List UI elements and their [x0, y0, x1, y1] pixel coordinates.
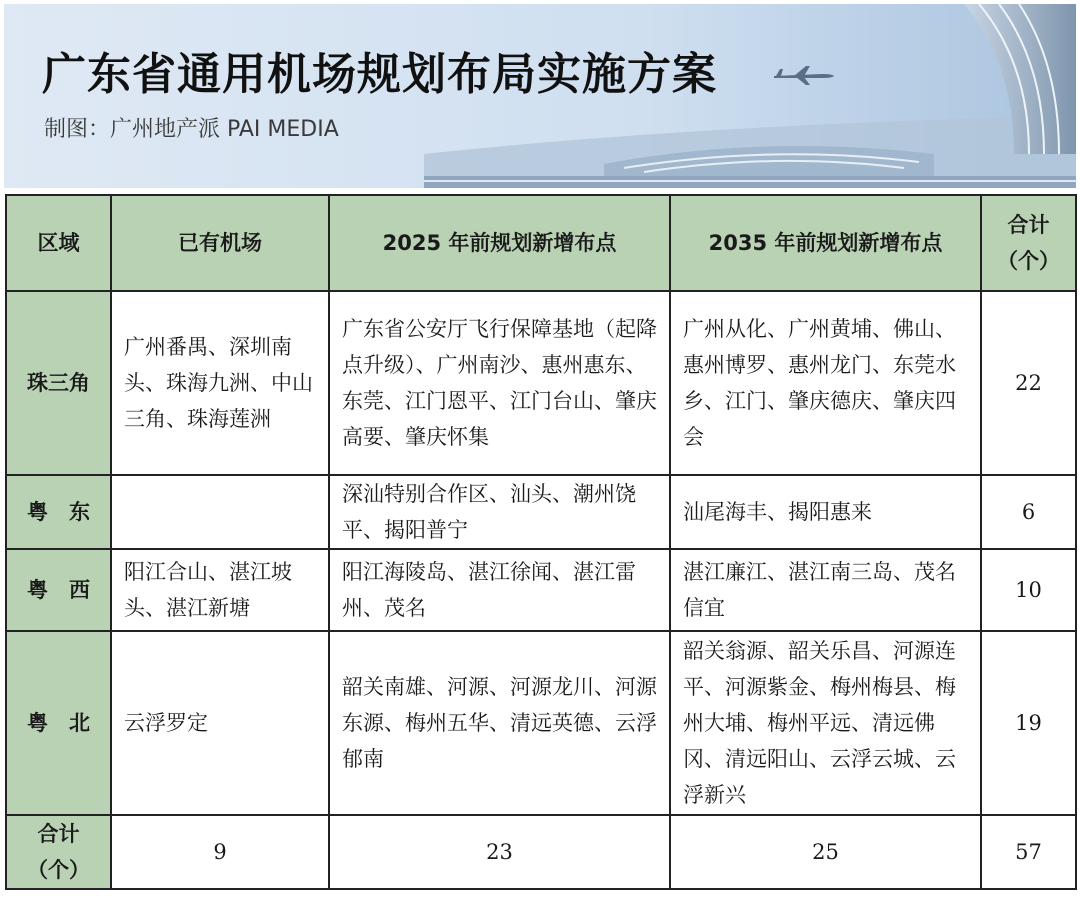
header-total-unit: （个） [997, 249, 1060, 273]
plan-2035-cell: 广州从化、广州黄埔、佛山、惠州博罗、惠州龙门、东莞水乡、江门、肇庆德庆、肇庆四会 [670, 291, 981, 475]
header-existing: 已有机场 [111, 195, 329, 291]
table-summary-row [6, 815, 1076, 889]
region-cell: 粤 北 [6, 631, 111, 815]
existing-cell: 云浮罗定 [111, 631, 329, 815]
summary-plan-2025: 23 [329, 815, 670, 889]
total-cell: 6 [981, 475, 1076, 549]
summary-total: 57 [981, 815, 1076, 889]
header-total [981, 195, 1076, 291]
header-banner [4, 4, 1076, 188]
existing-cell [111, 475, 329, 549]
credit-line: 制图：广州地产派 PAI MEDIA [44, 117, 339, 142]
page-title: 广东省通用机场规划布局实施方案 [42, 49, 717, 100]
plan-2035-cell: 汕尾海丰、揭阳惠来 [670, 475, 981, 549]
table-row [6, 631, 1076, 815]
plan-2025-cell: 深汕特别合作区、汕头、潮州饶平、揭阳普宁 [329, 475, 670, 549]
header-plan-2025: 2025 年前规划新增布点 [329, 195, 670, 291]
summary-label-cell [6, 815, 111, 889]
plan-2035-cell: 湛江廉江、湛江南三岛、茂名信宜 [670, 549, 981, 631]
total-cell: 19 [981, 631, 1076, 815]
plan-2035-cell: 韶关翁源、韶关乐昌、河源连平、河源紫金、梅州梅县、梅州大埔、梅州平远、清远佛冈、清远阳山、云浮云城、云浮新兴 [670, 631, 981, 815]
plan-2025-cell: 阳江海陵岛、湛江徐闻、湛江雷州、茂名 [329, 549, 670, 631]
header-total-label: 合计 [1007, 213, 1050, 237]
region-cell: 粤 东 [6, 475, 111, 549]
airport-plan-table [5, 194, 1077, 890]
existing-cell: 阳江合山、湛江坡头、湛江新塘 [111, 549, 329, 631]
header-region: 区域 [6, 195, 111, 291]
table-header-row [6, 195, 1076, 291]
plan-2025-cell: 韶关南雄、河源、河源龙川、河源东源、梅州五华、清远英德、云浮郁南 [329, 631, 670, 815]
total-cell: 22 [981, 291, 1076, 475]
table-row [6, 549, 1076, 631]
summary-unit: （个） [27, 857, 90, 882]
summary-plan-2035: 25 [670, 815, 981, 889]
airplane-icon [772, 64, 836, 86]
table-row [6, 291, 1076, 475]
region-cell: 珠三角 [6, 291, 111, 475]
total-cell: 10 [981, 549, 1076, 631]
summary-existing: 9 [111, 815, 329, 889]
existing-cell: 广州番禺、深圳南头、珠海九洲、中山三角、珠海莲洲 [111, 291, 329, 475]
summary-label: 合计 [37, 821, 80, 846]
header-plan-2035: 2035 年前规划新增布点 [670, 195, 981, 291]
region-cell: 粤 西 [6, 549, 111, 631]
table-row [6, 475, 1076, 549]
plan-2025-cell: 广东省公安厅飞行保障基地（起降点升级）、广州南沙、惠州惠东、东莞、江门恩平、江门台山、肇庆高要、肇庆怀集 [329, 291, 670, 475]
